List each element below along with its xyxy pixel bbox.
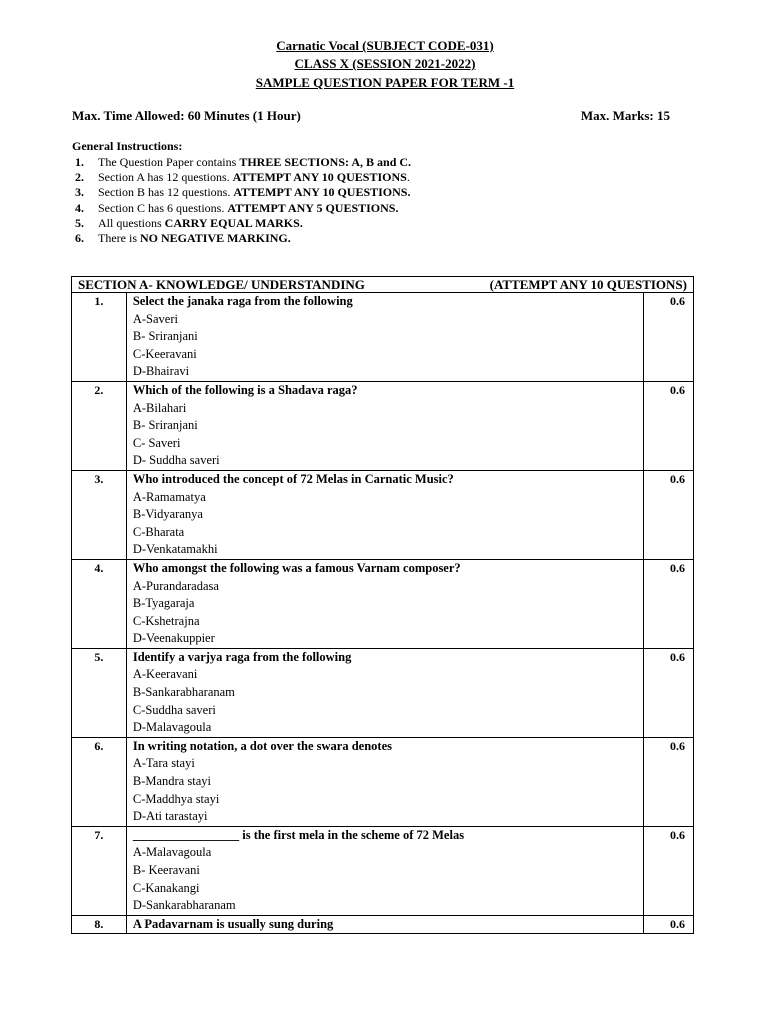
question-marks: 0.6 xyxy=(670,738,685,753)
answer-option: A-Keeravani xyxy=(132,667,198,682)
answer-option: A-Saveri xyxy=(132,311,178,326)
answer-option: C- Saveri xyxy=(132,435,181,450)
question-cell xyxy=(126,826,643,915)
question-row xyxy=(72,648,694,737)
instruction-text: The Question Paper contains xyxy=(98,155,240,169)
answer-option: C-Maddhya stayi xyxy=(132,791,220,806)
question-number-cell xyxy=(72,381,127,470)
question-marks: 0.6 xyxy=(670,649,685,664)
question-cell xyxy=(126,559,643,648)
answer-option: C-Suddha saveri xyxy=(132,702,216,717)
instruction-emphasis: THREE SECTIONS: A, B and C. xyxy=(239,155,412,169)
question-number: 5. xyxy=(94,649,104,664)
question-number: 1. xyxy=(94,294,104,308)
question-cell xyxy=(126,737,643,826)
marks-cell xyxy=(643,559,693,648)
question-number-cell xyxy=(72,648,127,737)
answer-option: B-Tyagaraja xyxy=(132,596,195,611)
question-number-cell xyxy=(72,915,127,934)
instruction-emphasis: ATTEMPT ANY 10 QUESTIONS xyxy=(232,170,407,185)
marks-cell xyxy=(643,915,693,934)
marks-cell xyxy=(643,293,693,382)
instruction-number: 3. xyxy=(75,185,84,200)
question-number: 6. xyxy=(94,738,104,753)
question-cell xyxy=(126,470,643,559)
question-number: 4. xyxy=(94,560,104,575)
question-row xyxy=(72,470,694,559)
marks-cell xyxy=(643,470,693,559)
instruction-item xyxy=(72,185,411,200)
section-header-row xyxy=(72,277,694,293)
instruction-number: 1. xyxy=(75,155,84,169)
answer-option: D-Sankarabharanam xyxy=(132,898,236,913)
instruction-emphasis: CARRY EQUAL MARKS. xyxy=(164,215,303,230)
question-text: _________________ is the first mela in the scheme of 72 Melas xyxy=(132,827,465,842)
marks-cell xyxy=(643,648,693,737)
section-header-cell xyxy=(72,277,694,293)
instruction-emphasis: ATTEMPT ANY 10 QUESTIONS. xyxy=(233,185,411,200)
question-number-cell xyxy=(72,737,127,826)
paper-title-term: SAMPLE QUESTION PAPER FOR TERM -1 xyxy=(255,75,515,90)
marks-cell xyxy=(643,381,693,470)
question-row xyxy=(72,559,694,648)
question-cell xyxy=(126,915,643,934)
question-number: 2. xyxy=(94,382,104,397)
instruction-text: Section A has 12 questions. xyxy=(98,170,233,185)
answer-option: D-Malavagoula xyxy=(132,720,212,735)
instruction-text: All questions xyxy=(98,215,165,230)
answer-option: A-Tara stayi xyxy=(132,756,195,771)
answer-option: C-Kshetrajna xyxy=(132,613,200,628)
question-row xyxy=(72,737,694,826)
question-marks: 0.6 xyxy=(670,560,685,575)
question-number-cell xyxy=(72,826,127,915)
max-marks: Max. Marks: 15 xyxy=(580,108,670,123)
instruction-text: Section B has 12 questions. xyxy=(98,185,234,200)
question-cell xyxy=(126,293,643,382)
question-text: In writing notation, a dot over the swara denotes xyxy=(132,738,393,753)
answer-option: B-Vidyaranya xyxy=(132,507,203,522)
instruction-tail: . xyxy=(406,170,410,185)
question-marks: 0.6 xyxy=(670,827,685,842)
instruction-number: 5. xyxy=(75,215,84,230)
question-text: Identify a varjya raga from the following xyxy=(132,649,352,664)
question-row xyxy=(72,293,694,382)
question-text: Who amongst the following was a famous Varnam composer? xyxy=(132,560,461,575)
instruction-number: 6. xyxy=(75,230,84,245)
section-attempt: (ATTEMPT ANY 10 QUESTIONS) xyxy=(489,277,687,292)
paper-meta xyxy=(72,108,670,124)
question-text: Who introduced the concept of 72 Melas in Carnatic Music? xyxy=(132,471,454,486)
question-marks: 0.6 xyxy=(670,471,685,486)
answer-option: D- Suddha saveri xyxy=(132,453,220,468)
answer-option: A-Malavagoula xyxy=(132,845,212,860)
answer-option: C-Keeravani xyxy=(132,346,197,361)
answer-option: A-Bilahari xyxy=(132,400,187,415)
instructions-title: General Instructions: xyxy=(72,139,183,153)
answer-option: C-Bharata xyxy=(132,524,185,539)
section-title: SECTION A- KNOWLEDGE/ UNDERSTANDING xyxy=(78,277,365,292)
marks-cell xyxy=(643,826,693,915)
instruction-number: 4. xyxy=(75,200,84,215)
answer-option: D-Veenakuppier xyxy=(132,631,215,646)
question-number-cell xyxy=(72,470,127,559)
instruction-item xyxy=(72,216,411,231)
instruction-item xyxy=(72,170,411,185)
marks-cell xyxy=(643,737,693,826)
answer-option: B-Sankarabharanam xyxy=(132,685,235,700)
question-text: Which of the following is a Shadava raga? xyxy=(132,382,358,397)
question-row xyxy=(72,826,694,915)
question-cell xyxy=(126,381,643,470)
max-time: Max. Time Allowed: 60 Minutes (1 Hour) xyxy=(72,108,301,123)
answer-option: A-Purandaradasa xyxy=(132,578,219,593)
instruction-item xyxy=(72,155,411,170)
question-text: A Padavarnam is usually sung during xyxy=(132,916,334,931)
question-marks: 0.6 xyxy=(670,382,685,397)
question-text: Select the janaka raga from the following xyxy=(132,294,353,308)
answer-option: B- Keeravani xyxy=(132,863,200,877)
instruction-text: Section C has 6 questions. xyxy=(98,200,228,215)
answer-option: D-Venkatamakhi xyxy=(132,542,218,557)
instruction-item xyxy=(72,231,411,246)
question-number: 7. xyxy=(94,827,104,842)
answer-option: D-Bhairavi xyxy=(132,364,190,379)
instructions-list xyxy=(72,155,411,246)
paper-title-subject: Carnatic Vocal (SUBJECT CODE-031) xyxy=(276,38,494,53)
question-row xyxy=(72,381,694,470)
instruction-emphasis: NO NEGATIVE MARKING. xyxy=(139,230,291,245)
question-number-cell xyxy=(72,293,127,382)
question-row xyxy=(72,915,694,934)
instruction-number: 2. xyxy=(75,170,84,185)
question-number: 3. xyxy=(94,471,104,486)
question-marks: 0.6 xyxy=(670,916,685,931)
instruction-text: There is xyxy=(98,230,140,245)
instruction-item xyxy=(72,201,411,216)
answer-option: B-Mandra stayi xyxy=(132,774,211,789)
answer-option: A-Ramamatya xyxy=(132,489,206,504)
question-marks: 0.6 xyxy=(670,294,685,308)
question-number: 8. xyxy=(94,916,104,931)
answer-option: C-Kanakangi xyxy=(132,880,200,895)
answer-option: B- Sriranjani xyxy=(132,418,198,433)
instruction-emphasis: ATTEMPT ANY 5 QUESTIONS. xyxy=(227,200,399,215)
answer-option: B- Sriranjani xyxy=(132,329,198,344)
question-cell xyxy=(126,648,643,737)
questions-table xyxy=(71,276,694,934)
answer-option: D-Ati tarastayi xyxy=(132,809,208,824)
question-number-cell xyxy=(72,559,127,648)
paper-title-class: CLASS X (SESSION 2021-2022) xyxy=(294,56,476,71)
